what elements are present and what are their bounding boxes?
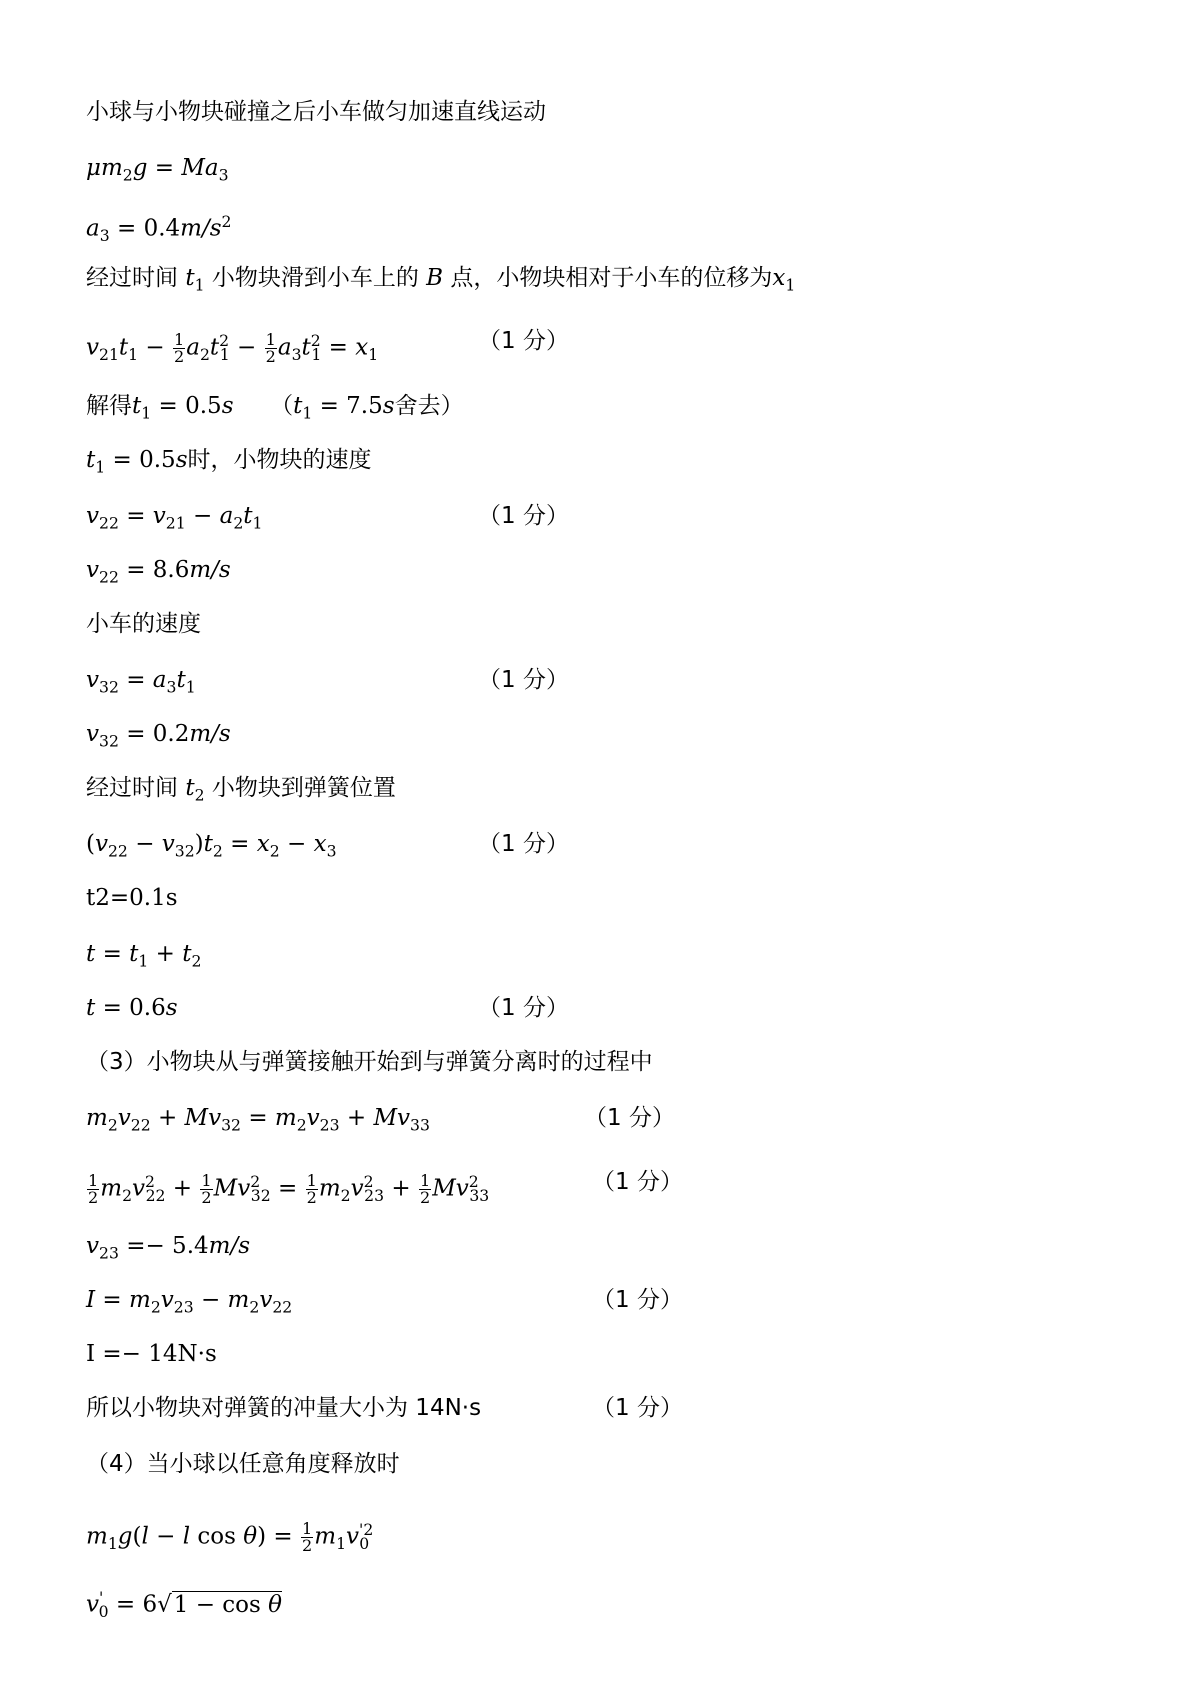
text-line: 经过时间 $t_1$ 小物块滑到小车上的 B 点，小物块相对于小车的位移为$x_1$ — [86, 265, 796, 295]
score-mark: （1 分） — [592, 1287, 683, 1313]
equation: $v'_0 = 6√1 - \cos \theta$ — [86, 1588, 282, 1622]
equation: I =− 14N·s — [86, 1341, 217, 1367]
equation: $m_1g(l - l$ cos θ) = $\frac{1}{2}$ $m_1v^{'2}_0$ — [86, 1519, 374, 1556]
score-mark: （1 分） — [478, 995, 569, 1021]
text-line: （3）小物块从与弹簧接触开始到与弹簧分离时的过程中 — [86, 1049, 653, 1075]
equation: $m_2v_{22} + Mv_{32} = m_2v_{23} + Mv_{33}$ — [86, 1105, 430, 1135]
score-mark: （1 分） — [584, 1105, 675, 1131]
text-line: 小车的速度 — [86, 611, 201, 637]
equation: $v_{22} = v_{21} - a_2t_1$ — [86, 503, 263, 533]
score-mark: （1 分） — [478, 667, 569, 693]
equation: $v_{32} = a_3t_1$ — [86, 667, 196, 697]
equation: $(v_{22} - v_{32})t_2 = x_2 - x_3$ — [86, 831, 337, 861]
equation: $\frac{1}{2}$ $m_2v^2_{22}$ + $\frac{1}{2}$ $Mv^2_{32}$ = $\frac{1}{2}$ $m_2v^2_{23}$ + $\frac{1}{2}$ $Mv^2_{33}$ — [88, 1171, 490, 1208]
equation: $v_{23} =- 5.4m/s$ — [86, 1233, 251, 1263]
score-mark: （1 分） — [592, 1395, 683, 1421]
equation: 解得$t_1 = 0.5s$ （$t_1 = 7.5s$舍去） — [86, 393, 464, 423]
equation: $\mu m_2g = Ma_3$ — [86, 155, 229, 185]
score-mark: （1 分） — [478, 831, 569, 857]
equation: $v_{22} = 8.6m/s$ — [86, 557, 231, 587]
equation: $t = t_1 + t_2$ — [86, 941, 202, 971]
text-line: 所以小物块对弹簧的冲量大小为 14N·s — [86, 1395, 482, 1421]
text-line: 小球与小物块碰撞之后小车做匀加速直线运动 — [86, 99, 546, 125]
text-line: t2=0.1s — [86, 885, 178, 911]
equation: $I = m_2v_{23} - m_2v_{22}$ — [86, 1287, 293, 1317]
score-mark: （1 分） — [592, 1169, 683, 1195]
score-mark: （1 分） — [478, 503, 569, 529]
equation: $v_{21}t_1$ − $\frac{1}{2}$ $a_2t^2_1$ − $\frac{1}{2}$ $a_3t^2_1 = x_1$ — [86, 330, 379, 367]
text-line: 经过时间 $t_2$ 小物块到弹簧位置 — [86, 775, 396, 805]
equation: t = 0.6s — [86, 995, 178, 1021]
score-mark: （1 分） — [478, 328, 569, 354]
equation: $v_{32} = 0.2m/s$ — [86, 721, 231, 751]
text-line: （4）当小球以任意角度释放时 — [86, 1451, 400, 1477]
text-line: $t_1 = 0.5s$时，小物块的速度 — [86, 447, 372, 477]
equation: $a_3 = 0.4m/s^2$ — [86, 212, 232, 246]
